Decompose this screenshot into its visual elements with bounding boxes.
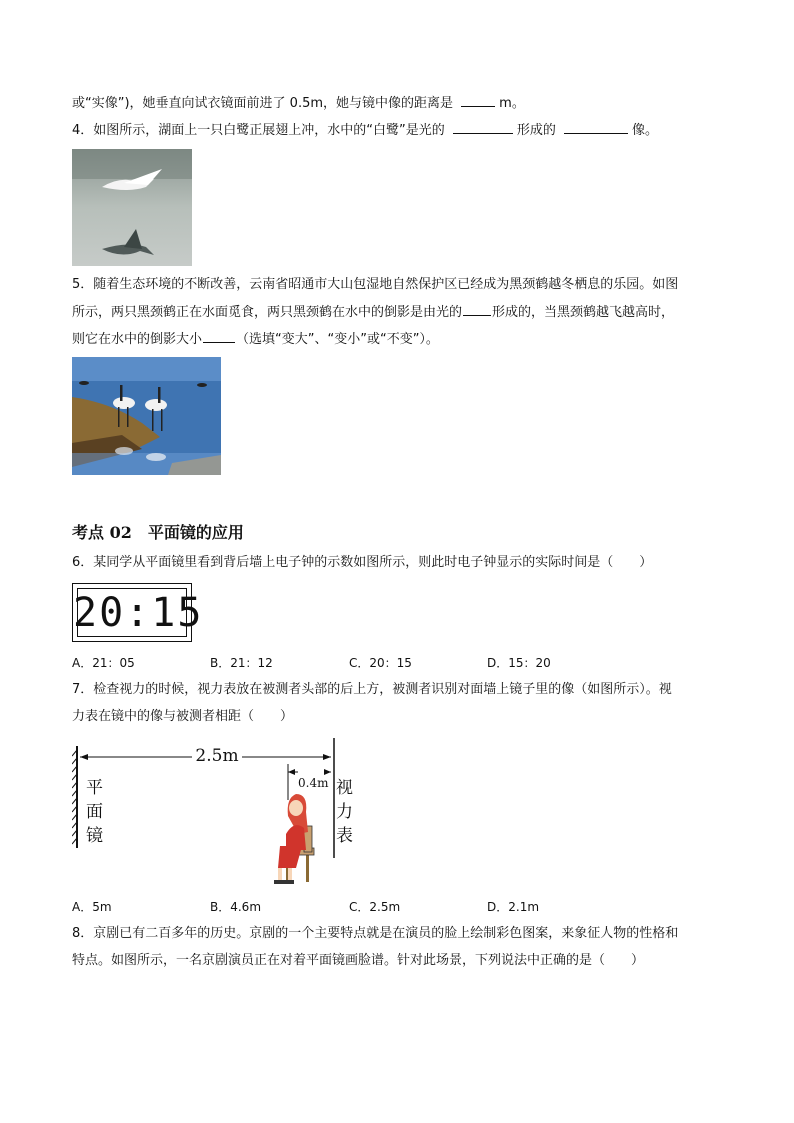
- answer-blank[interactable]: [453, 121, 513, 134]
- chart-label-char: 表: [336, 826, 353, 846]
- q6-option-a[interactable]: A．21：05: [72, 656, 135, 670]
- q5-text: 所示，两只黑颈鹤正在水面觅食，两只黑颈鹤在水中的倒影是由光的: [72, 305, 463, 320]
- q6-option-d[interactable]: D．15：20: [487, 656, 551, 670]
- q6-option-b[interactable]: B．21：12: [210, 656, 273, 670]
- section-title: 考点 02 平面镜的应用: [72, 523, 244, 542]
- q7-option-c[interactable]: C．2.5m: [349, 900, 401, 914]
- question-3-tail: [72, 94, 525, 113]
- q4-text: 4．如图所示，湖面上一只白鹭正展翅上冲，水中的“白鹭”是光的: [72, 123, 445, 138]
- question-4: [72, 121, 658, 140]
- question-5-line-3: [72, 330, 439, 349]
- eye-test-diagram: [72, 738, 372, 888]
- clock-readout: 20:15: [73, 590, 204, 636]
- mirror-label-char: 面: [86, 802, 103, 822]
- q4-text-mid: 形成的: [516, 123, 556, 138]
- egret-photo: [72, 149, 192, 266]
- q3-text: 或“实像”)，她垂直向试衣镜面前进了 0.5m，她与镜中像的距离是: [72, 96, 454, 111]
- mirror-label: [86, 776, 106, 848]
- answer-blank[interactable]: [203, 330, 235, 343]
- question-8-line-1: 8．京剧已有二百多年的历史。京剧的一个主要特点就是在演员的脸上绘制彩色图案，来象征人物的性格和: [72, 926, 679, 941]
- seated-girl-illustration: [274, 794, 314, 884]
- chart-label-char: 力: [336, 802, 353, 822]
- q4-text-end: 像。: [632, 123, 659, 138]
- mirror-label-char: 镜: [86, 826, 103, 846]
- distance-label-0-4m: 0.4m: [298, 776, 329, 790]
- question-6: 6．某同学从平面镜里看到背后墙上电子钟的示数如图所示，则此时电子钟显示的实际时间是（ ）: [72, 555, 653, 570]
- q5-text-3: 则它在水中的倒影大小: [72, 332, 203, 347]
- cranes-photo: [72, 357, 221, 475]
- q7-option-a[interactable]: A．5m: [72, 900, 112, 914]
- q7-option-d[interactable]: D．2.1m: [487, 900, 540, 914]
- mirror-label-char: 平: [86, 778, 103, 798]
- question-7-line-1: 7．检查视力的时候，视力表放在被测者头部的后上方，被测者识别对面墙上镜子里的像（如图所示）。视: [72, 682, 672, 697]
- question-5-line-1: 5．随着生态环境的不断改善，云南省昭通市大山包湿地自然保护区已经成为黑颈鹤越冬栖息的乐园。如图: [72, 277, 679, 292]
- q5-text-2: 形成的，当黑颈鹤越飞越高时，: [492, 305, 675, 320]
- q5-text-4: （选填“变大”、“变小”或“不变”）。: [236, 332, 439, 347]
- digital-clock: [72, 583, 204, 642]
- answer-blank[interactable]: [564, 121, 628, 134]
- chart-label-char: 视: [336, 778, 353, 798]
- q7-option-b[interactable]: B．4.6m: [210, 900, 262, 914]
- answer-blank[interactable]: [463, 303, 491, 316]
- question-7-line-2: 力表在镜中的像与被测者相距（ ）: [72, 709, 294, 724]
- question-5-line-2: [72, 303, 674, 322]
- question-8-line-2: 特点。如图所示，一名京剧演员正在对着平面镜画脸谱。针对此场景，下列说法中正确的是（ ）: [72, 953, 645, 968]
- distance-label-2-5m: 2.5m: [195, 746, 239, 766]
- answer-blank[interactable]: [461, 94, 495, 107]
- q6-option-c[interactable]: C．20：15: [349, 656, 412, 670]
- q3-unit: m。: [499, 96, 525, 111]
- chart-label: [336, 776, 358, 848]
